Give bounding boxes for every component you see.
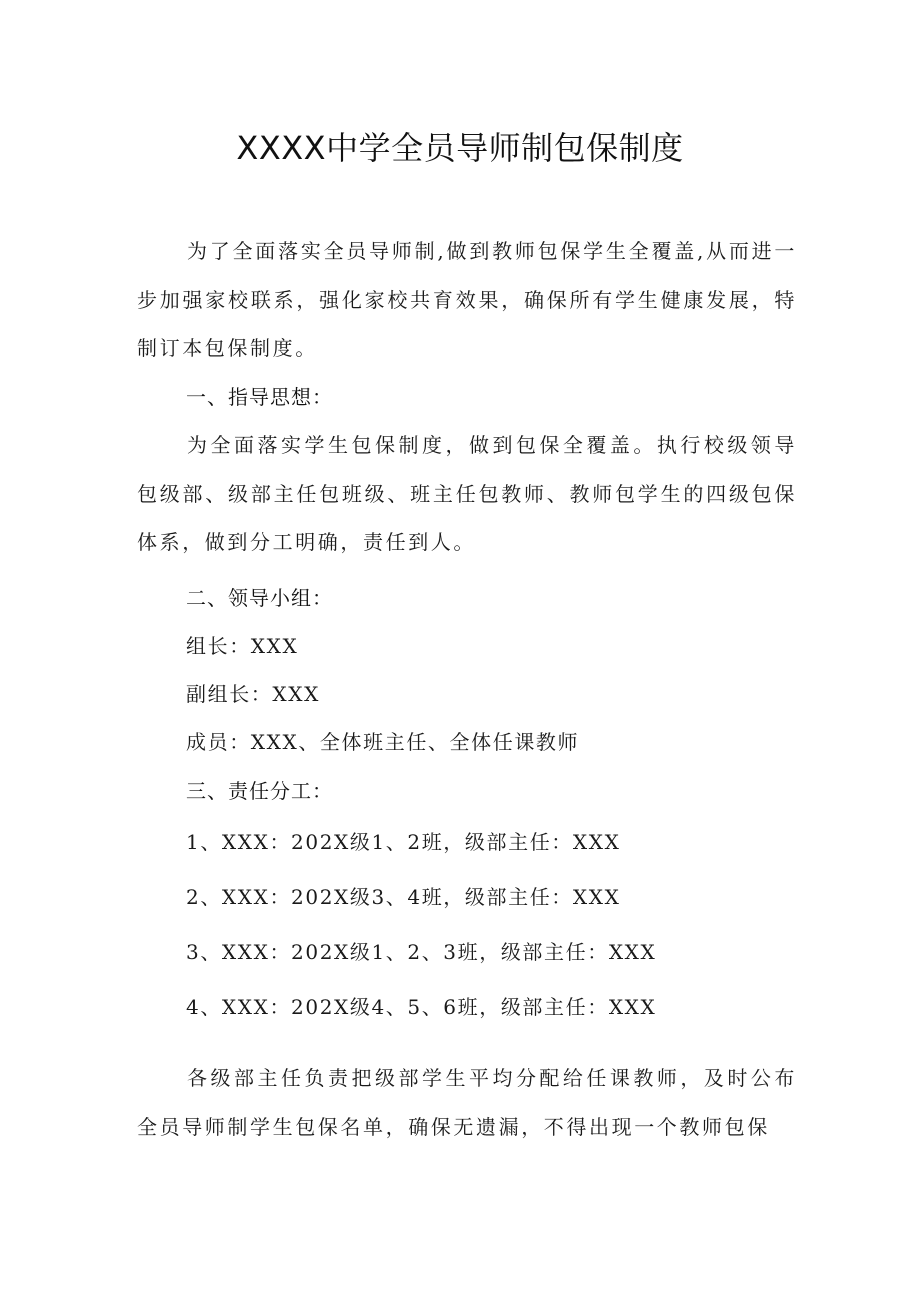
responsibility-item: 4、XXX：202X级4、5、6班，级部主任：XXX [186,995,657,1019]
section-heading-guiding-thought: 一、指导思想： [186,385,333,409]
deputy-leader-line: 副组长：XXX [186,682,320,706]
responsibility-item: 2、XXX：202X级3、4班，级部主任：XXX [186,885,621,909]
section-heading-responsibility: 三、责任分工： [186,779,333,803]
section-heading-leadership-group: 二、领导小组： [186,586,333,610]
responsibility-item: 3、XXX：202X级1、2、3班，级部主任：XXX [186,940,657,964]
leader-line: 组长：XXX [186,634,299,658]
responsibility-item: 1、XXX：202X级1、2班，级部主任：XXX [186,830,621,854]
members-line: 成员：XXX、全体班主任、全体任课教师 [186,730,580,754]
intro-paragraph: 为了全面落实全员导师制,做到教师包保学生全覆盖,从而进一步加强家校联系，强化家校共育效果，确保所有学生健康发展，特制订本包保制度。 [137,239,797,360]
document-title: XXXX中学全员导师制包保制度 [236,129,684,167]
closing-paragraph: 各级部主任负责把级部学生平均分配给任课教师，及时公布全员导师制学生包保名单，确保无遗漏，不得出现一个教师包保 [137,1066,797,1139]
guiding-thought-paragraph: 为全面落实学生包保制度，做到包保全覆盖。执行校级领导包级部、级部主任包班级、班主任包教师、教师包学生的四级包保体系，做到分工明确，责任到人。 [137,433,797,554]
